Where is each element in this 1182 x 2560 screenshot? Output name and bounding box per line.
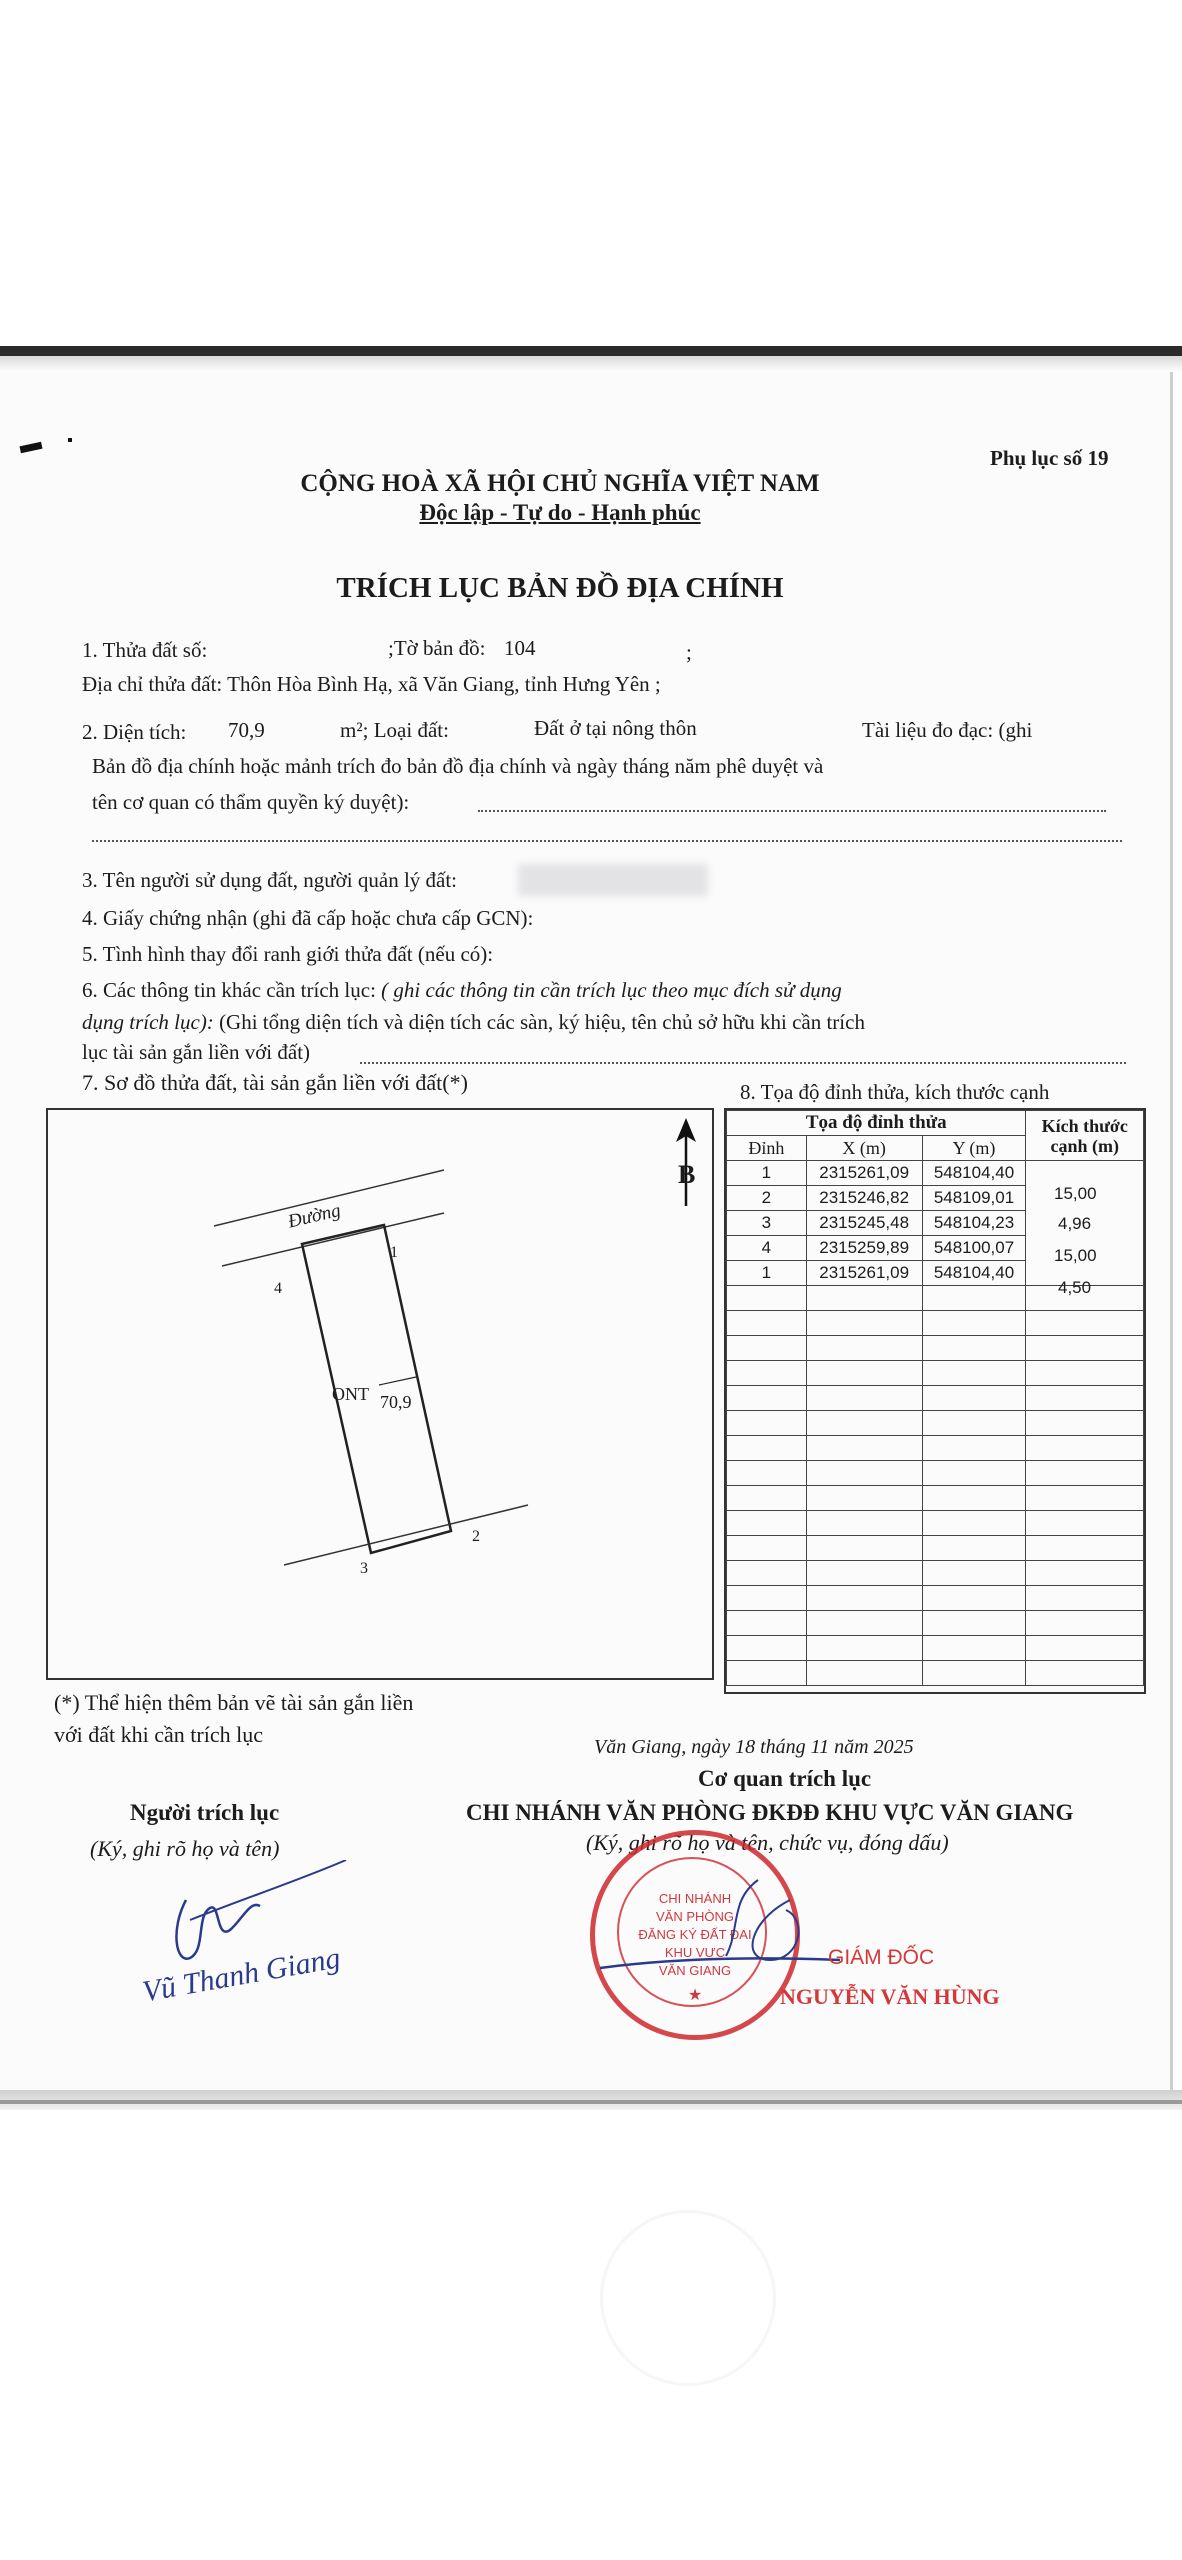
scan-dot: [68, 438, 72, 442]
stamp-text-1: CHI NHÁNH: [658, 1891, 732, 1906]
redacted-owner-name: [518, 864, 708, 896]
vertex-label-2: 2: [472, 1528, 480, 1545]
empty-row: [727, 1461, 1144, 1486]
stamp-star: ★: [687, 1987, 703, 2004]
edge-value-1: 15,00: [1054, 1184, 1097, 1203]
vertex-cell: 4: [727, 1236, 807, 1261]
sheet-label: ;Tờ bản đồ:: [388, 636, 486, 660]
vertex-label-4: 4: [274, 1280, 282, 1297]
person-name-handwritten: Vũ Thanh Giang: [140, 1941, 343, 2009]
survey-line-3: tên cơ quan có thẩm quyền ký duyệt):: [92, 790, 410, 814]
vertex-cell: 1: [727, 1261, 807, 1286]
other-info-label: 6. Các thông tin khác cần trích lục:: [82, 978, 382, 1002]
parcel-sketch: [46, 1108, 714, 1680]
group-header: Tọa độ đỉnh thửa: [727, 1111, 1026, 1136]
other-info-note: ( ghi các thông tin cần trích lục theo mục đích sử dụng: [381, 978, 842, 1002]
footnote-line-1: (*) Thể hiện thêm bản vẽ tài sản gắn liền: [54, 1690, 414, 1715]
sketch-heading: 7. Sơ đồ thửa đất, tài sản gắn liền với đất(*): [82, 1070, 468, 1095]
table-header-row: [727, 1111, 1144, 1136]
place-date: Văn Giang, ngày 18 tháng 11 năm 2025: [594, 1736, 914, 1758]
x-header: X (m): [806, 1136, 922, 1161]
appendix-label: Phụ lục số 19: [990, 446, 1109, 470]
x-cell: 2315245,48: [806, 1211, 922, 1236]
parcel-boundary: [302, 1225, 451, 1553]
page-separator: [0, 346, 1182, 356]
rear-line: [284, 1505, 528, 1565]
area-label: 2. Diện tích:: [82, 720, 187, 744]
land-type: Đất ở tại nông thôn: [534, 716, 697, 740]
edge-value-2: 4,96: [1058, 1214, 1092, 1233]
stamp-text-2: VĂN PHÒNG: [655, 1909, 734, 1924]
empty-row: [727, 1661, 1144, 1686]
parcel-label: 1. Thửa đất số:: [82, 638, 208, 662]
bottom-blank-area: [0, 2110, 1182, 2560]
empty-row: [727, 1511, 1144, 1536]
dotted-line: [478, 810, 1106, 812]
nation-title: CỘNG HOÀ XÃ HỘI CHỦ NGHĨA VIỆT NAM: [300, 470, 820, 497]
faint-stamp-bleed: [600, 2210, 776, 2386]
agency-label: Cơ quan trích lục: [698, 1766, 872, 1791]
label-bar: [379, 1377, 416, 1385]
y-cell: 548100,07: [922, 1236, 1026, 1261]
sheet-end: ;: [686, 640, 692, 664]
y-cell: 548109,01: [922, 1186, 1026, 1211]
certificate-label: 4. Giấy chứng nhận (ghi đã cấp hoặc chưa cấp GCN):: [82, 906, 534, 930]
y-cell: 548104,23: [922, 1211, 1026, 1236]
empty-row: [727, 1311, 1144, 1336]
page-shadow: [0, 356, 1182, 372]
coords-heading: 8. Tọa độ đỉnh thửa, kích thước cạnh: [740, 1080, 1050, 1104]
other-info-line-2: [82, 1010, 865, 1035]
x-cell: 2315246,82: [806, 1186, 922, 1211]
vertex-label-1: 1: [390, 1244, 398, 1261]
page-edge: [0, 2100, 1182, 2104]
director-name: NGUYỄN VĂN HÙNG: [780, 1984, 1000, 2009]
stamp-text-5: VĂN GIANG: [658, 1963, 732, 1978]
empty-row: [727, 1436, 1144, 1461]
edge-cell: [1026, 1161, 1144, 1186]
other-info-line-1: [82, 978, 842, 1003]
y-cell: 548104,40: [922, 1161, 1026, 1186]
director-title: GIÁM ĐỐC: [828, 1946, 935, 1969]
top-blank-area: [0, 0, 1182, 340]
dotted-line: [360, 1062, 1126, 1064]
motto: Độc lập - Tự do - Hạnh phúc: [419, 500, 701, 525]
area-value: 70,9: [228, 718, 265, 742]
road-label: Đường: [286, 1200, 343, 1233]
vertex-header: Đỉnh: [727, 1136, 807, 1161]
owner-label: 3. Tên người sử dụng đất, người quản lý đất:: [82, 868, 458, 892]
other-info-note-2: dụng trích lục):: [82, 1010, 220, 1034]
stamp-text-4: KHU VỰC: [664, 1945, 726, 1960]
area-unit: m²; Loại đất:: [340, 718, 449, 742]
empty-row: [727, 1536, 1144, 1561]
vertex-cell: 3: [727, 1211, 807, 1236]
parcel-type-label: ONT: [332, 1384, 369, 1404]
survey-line-2: Bản đồ địa chính hoặc mảnh trích đo bản đồ địa chính và ngày tháng năm phê duyệt và: [92, 754, 824, 778]
person-sign-note: (Ký, ghi rõ họ và tên): [90, 1836, 280, 1861]
parcel-area-label: 70,9: [380, 1392, 412, 1412]
x-cell: 2315261,09: [806, 1261, 922, 1286]
empty-row: [727, 1611, 1144, 1636]
coordinates-table: [724, 1108, 1146, 1694]
agency-name: CHI NHÁNH VĂN PHÒNG ĐKĐĐ KHU VỰC VĂN GIANG: [466, 1800, 1074, 1825]
empty-row: [727, 1486, 1144, 1511]
survey-label: Tài liệu đo đạc: (ghi: [862, 718, 1033, 742]
y-cell: 548104,40: [922, 1261, 1026, 1286]
empty-row: [727, 1561, 1144, 1586]
empty-row: [727, 1336, 1144, 1361]
table-row: [727, 1161, 1144, 1186]
footnote-line-2: với đất khi cần trích lục: [54, 1722, 263, 1747]
edge-value-3: 15,00: [1054, 1246, 1097, 1265]
y-header: Y (m): [922, 1136, 1026, 1161]
north-label: B: [678, 1160, 696, 1189]
edge-header: Kích thước cạnh (m): [1026, 1111, 1144, 1161]
x-cell: 2315261,09: [806, 1161, 922, 1186]
empty-row: [727, 1361, 1144, 1386]
dotted-line: [92, 840, 1122, 842]
x-cell: 2315259,89: [806, 1236, 922, 1261]
empty-row: [727, 1411, 1144, 1436]
boundary-change-label: 5. Tình hình thay đổi ranh giới thửa đất (nếu có):: [82, 942, 494, 966]
sheet-value: 104: [504, 636, 536, 660]
parcel-address: Địa chỉ thửa đất: Thôn Hòa Bình Hạ, xã Văn Giang, tỉnh Hưng Yên ;: [82, 672, 661, 696]
vertex-label-3: 3: [360, 1560, 368, 1577]
edge-value-4: 4,50: [1058, 1278, 1092, 1297]
empty-row: [727, 1386, 1144, 1411]
empty-row: [727, 1636, 1144, 1661]
other-info-text-2: (Ghi tổng diện tích và diện tích các sàn, ký hiệu, tên chủ sở hữu khi cần trích: [219, 1010, 865, 1034]
vertex-cell: 1: [727, 1161, 807, 1186]
scan-mark: [20, 442, 43, 453]
person-label: Người trích lục: [130, 1800, 280, 1825]
document-title: TRÍCH LỤC BẢN ĐỒ ĐỊA CHÍNH: [336, 572, 784, 604]
other-info-line-3: lục tài sản gắn liền với đất): [82, 1040, 311, 1064]
vertex-cell: 2: [727, 1186, 807, 1211]
agency-sign-note: (Ký, ghi rõ họ và tên, chức vụ, đóng dấu): [586, 1830, 949, 1855]
stamp-text-3: ĐĂNG KÝ ĐẤT ĐAI: [638, 1927, 752, 1942]
empty-row: [727, 1586, 1144, 1611]
